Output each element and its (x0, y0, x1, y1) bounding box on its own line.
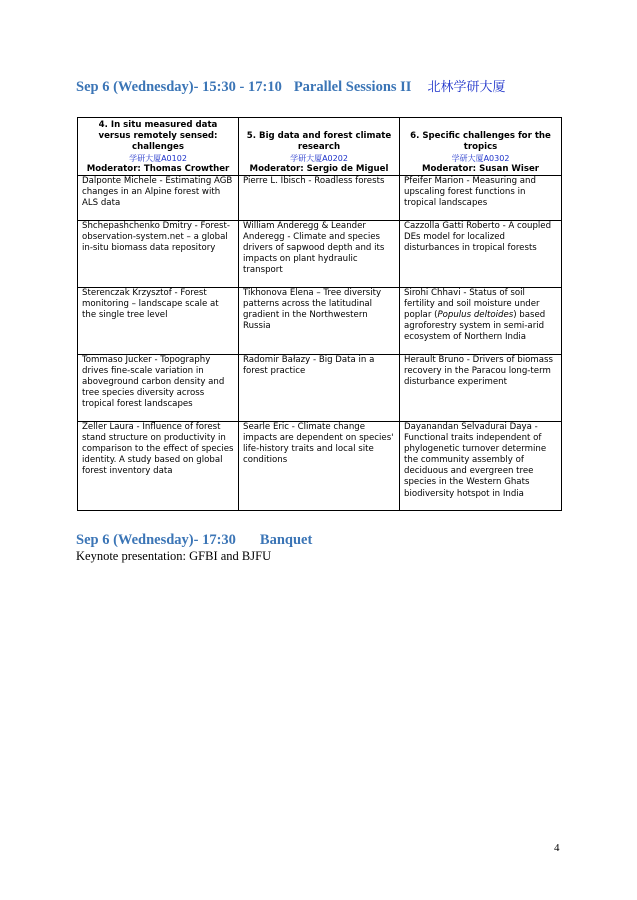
table-cell: Pierre L. Ibisch - Roadless forests (239, 176, 400, 221)
table-row (78, 355, 562, 422)
table-cell: Pfeifer Marion - Measuring and upscaling forest functions in tropical landscapes (400, 176, 562, 221)
column-moderator: Moderator: Sergio de Miguel (249, 163, 389, 174)
column-header (78, 118, 239, 176)
table-row (78, 221, 562, 288)
table-cell: Radomir Bałazy - Big Data in a forest practice (239, 355, 400, 422)
table-cell: Shchepashchenko Dmitry - Forest-observation-system.net – a global in-situ biomass data repository (78, 221, 239, 288)
session-title: Parallel Sessions II (293, 79, 412, 95)
session-location: 北林学研大厦 (427, 80, 506, 95)
session-time: Sep 6 (Wednesday)- 15:30 - 17:10 (76, 79, 282, 95)
banquet-title: Banquet (259, 532, 313, 548)
column-room: 学研大厦A0302 (451, 153, 510, 163)
column-moderator: Moderator: Susan Wiser (421, 163, 540, 174)
cell-text-before: Sirohi Chhavi - Status of soil fertility and soil moisture under poplar ( (404, 288, 540, 321)
banquet-heading (76, 532, 312, 549)
column-header (239, 118, 400, 176)
table-cell: Searle Eric - Climate change impacts are dependent on species' life-history traits and local site conditions (239, 422, 400, 511)
table-cell: Zeller Laura - Influence of forest stand structure on productivity in comparison to the effect of species identity. A study based on global forest inventory data (78, 422, 239, 511)
column-title: 4. In situ measured data versus remotely sensed: challenges (98, 119, 218, 152)
table-row (78, 176, 562, 221)
table-row (78, 422, 562, 511)
column-room: 学研大厦A0102 (129, 153, 187, 163)
cell-text-after: ) based agroforestry system in semi-arid ecosystem of Northern India (404, 310, 546, 343)
session-heading (76, 76, 505, 96)
keynote-text: Keynote presentation: GFBI and BJFU (76, 549, 272, 563)
table-cell: Herault Bruno - Drivers of biomass recovery in the Paracou long-term disturbance experiment (400, 355, 562, 422)
column-header (400, 118, 562, 176)
sessions-table (77, 117, 562, 511)
banquet-time: Sep 6 (Wednesday)- 17:30 (76, 532, 236, 548)
table-row (78, 288, 562, 355)
column-room: 学研大厦A0202 (290, 153, 348, 163)
page-number: 4 (554, 842, 560, 854)
column-title: 6. Specific challenges for the tropics (410, 130, 551, 152)
table-cell (400, 288, 562, 355)
table-cell: Dalponte Michele - Estimating AGB changes in an Alpine forest with ALS data (78, 176, 239, 221)
table-cell: Sterenczak Krzysztof - Forest monitoring – landscape scale at the single tree level (78, 288, 239, 355)
table-cell: Cazzolla Gatti Roberto - A coupled DEs model for localized disturbances in tropical forests (400, 221, 562, 288)
table-header-row (78, 118, 562, 176)
table-cell: Tikhonova Elena – Tree diversity patterns across the latitudinal gradient in the Northwestern Russia (239, 288, 400, 355)
table-cell: Tommaso Jucker - Topography drives fine-scale variation in aboveground carbon density and tree species diversity across tropical forest landscapes (78, 355, 239, 422)
table-cell: Dayanandan Selvadurai Daya - Functional traits independent of phylogenetic turnover determine the community assembly of deciduous and evergreen tree species in the Western Ghats biodiversity hotspot in India (400, 422, 562, 511)
species-name: Populus deltoides (437, 310, 514, 321)
column-title: 5. Big data and forest climate research (246, 130, 392, 152)
table-cell: William Anderegg & Leander Anderegg - Climate and species drivers of sapwood depth and its impacts on plant hydraulic transport (239, 221, 400, 288)
column-moderator: Moderator: Thomas Crowther (86, 163, 230, 174)
